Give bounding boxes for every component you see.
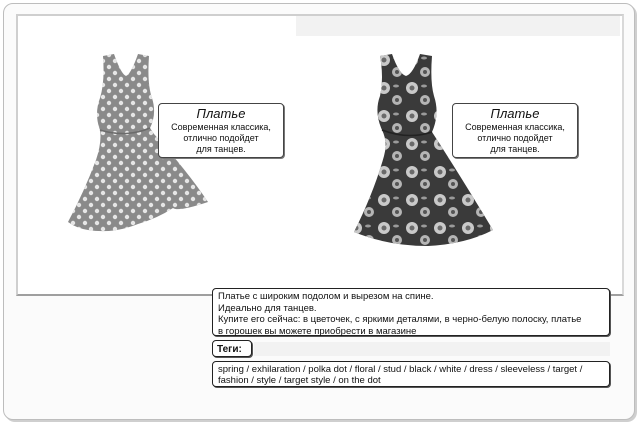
description-line: в горошек вы можете приобрести в магазине [218, 325, 417, 337]
callout-line: отлично подойдет [183, 133, 259, 143]
callout-line: для танцев. [196, 144, 246, 154]
tags-line[interactable]: spring / exhilaration / polka dot / floral / stud / black / white / dress / sleeveless / target / [218, 364, 583, 375]
description-line: Платье с широким подолом и вырезом на спине. [218, 291, 434, 302]
left-dress-callout [158, 103, 284, 158]
image-panel-header-strip [296, 16, 620, 36]
callout-line: отлично подойдет [477, 133, 553, 143]
product-description [212, 288, 610, 336]
callout-line: Современная классика, [465, 122, 565, 132]
callout-line: для танцев. [490, 144, 540, 154]
tags-header-strip [254, 342, 610, 356]
tags-label: Теги: [212, 340, 252, 357]
right-dress-callout [452, 103, 578, 158]
tags-line[interactable]: fashion / style / target style / on the dot [218, 375, 381, 386]
tags-list [212, 361, 610, 387]
description-line: Идеально для танцев. [218, 302, 317, 314]
callout-line: Современная классика, [171, 122, 271, 132]
description-line: Купите его сейчас: в цветочек, с яркими деталями, в черно-белую полоску, платье [218, 314, 582, 325]
callout-title: Платье [490, 106, 540, 121]
callout-title: Платье [196, 106, 246, 121]
